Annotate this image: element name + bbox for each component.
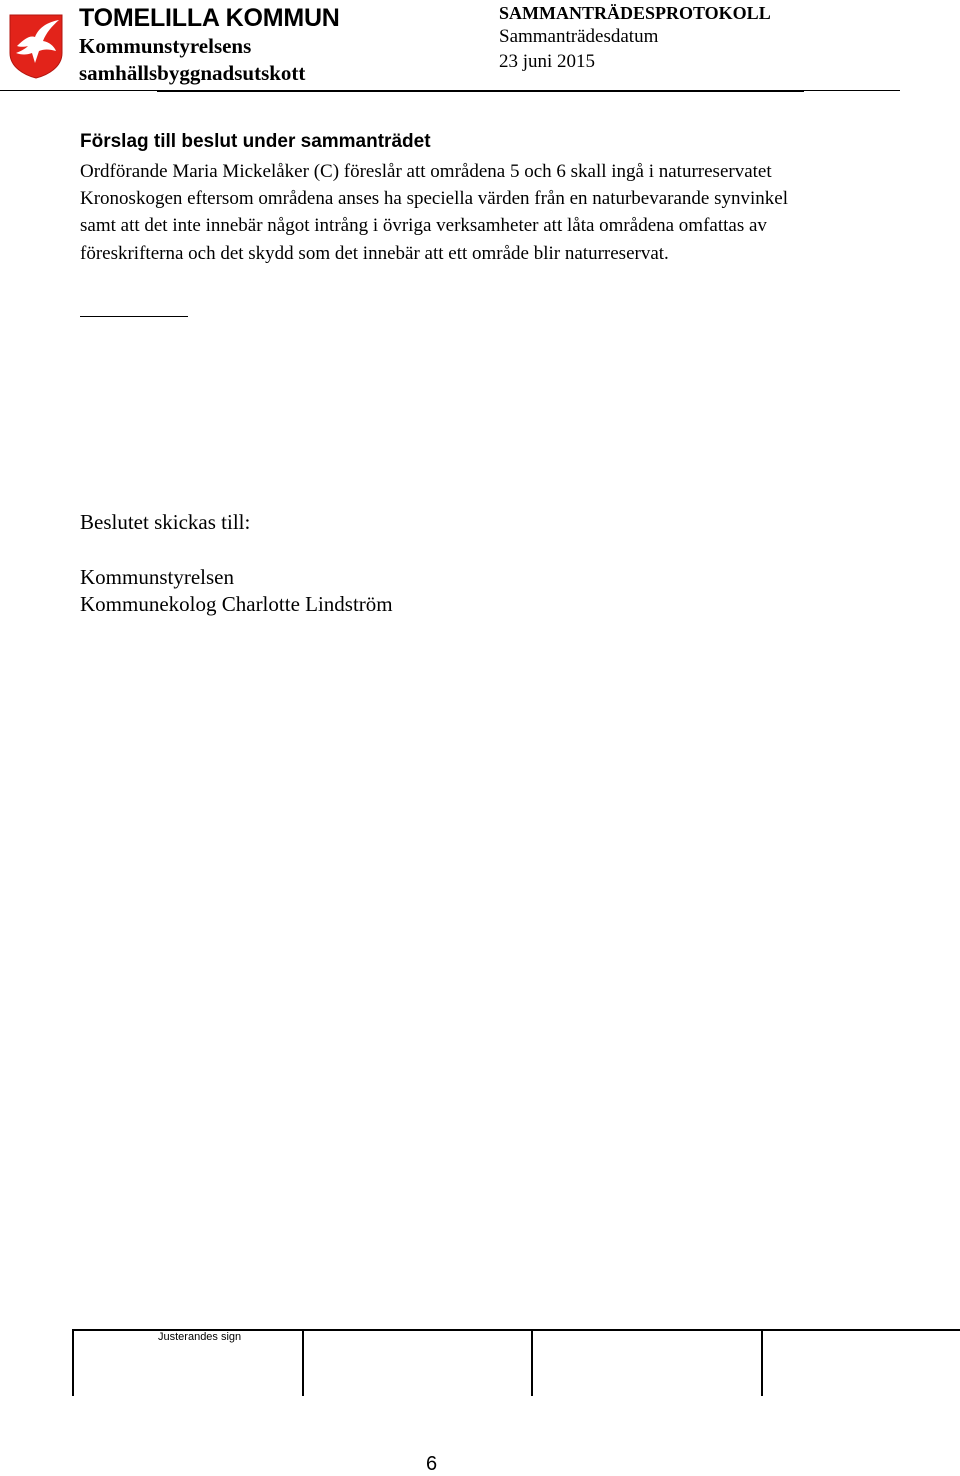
meeting-date-label: Sammanträdesdatum — [499, 26, 659, 47]
organization-name: TOMELILLA KOMMUN — [79, 4, 340, 32]
proposal-text: Ordförande Maria Mickelåker (C) föreslår att områdena 5 och 6 skall ingå i naturreservatet Kronoskogen eftersom områdena anses ha speciella värden från en naturbevarande synvinkel samt att det inte innebär något intrång i övriga verksamheter att låta områdena omfattas av föreskrifterna och det skydd som det innebär att ett område blir naturreservat. — [80, 161, 789, 264]
meeting-date-value: 23 juni 2015 — [499, 51, 596, 72]
signature-box-divider — [302, 1329, 304, 1396]
committee-name-line1: Kommunstyrelsens — [79, 34, 252, 58]
signature-box-divider — [531, 1329, 533, 1396]
document-type: SAMMANTRÄDESPROTOKOLL — [499, 3, 771, 23]
proposal-heading: Förslag till beslut under sammanträdet — [80, 131, 431, 152]
signature-box-divider — [761, 1329, 763, 1396]
page-number: 6 — [426, 1453, 438, 1475]
signature-box-divider — [72, 1329, 74, 1396]
recipient-item: Kommunstyrelsen — [80, 565, 234, 589]
coat-of-arms-bird-icon — [8, 13, 64, 79]
distribution-label: Beslutet skickas till: — [80, 510, 251, 534]
recipient-list — [80, 564, 393, 618]
committee-name-line2: samhällsbyggnadsutskott — [79, 61, 306, 85]
header-divider-accent — [157, 91, 804, 92]
recipient-item: Kommunekolog Charlotte Lindström — [80, 592, 393, 616]
section-separator — [80, 316, 188, 317]
signature-label: Justerandes sign — [158, 1331, 242, 1343]
